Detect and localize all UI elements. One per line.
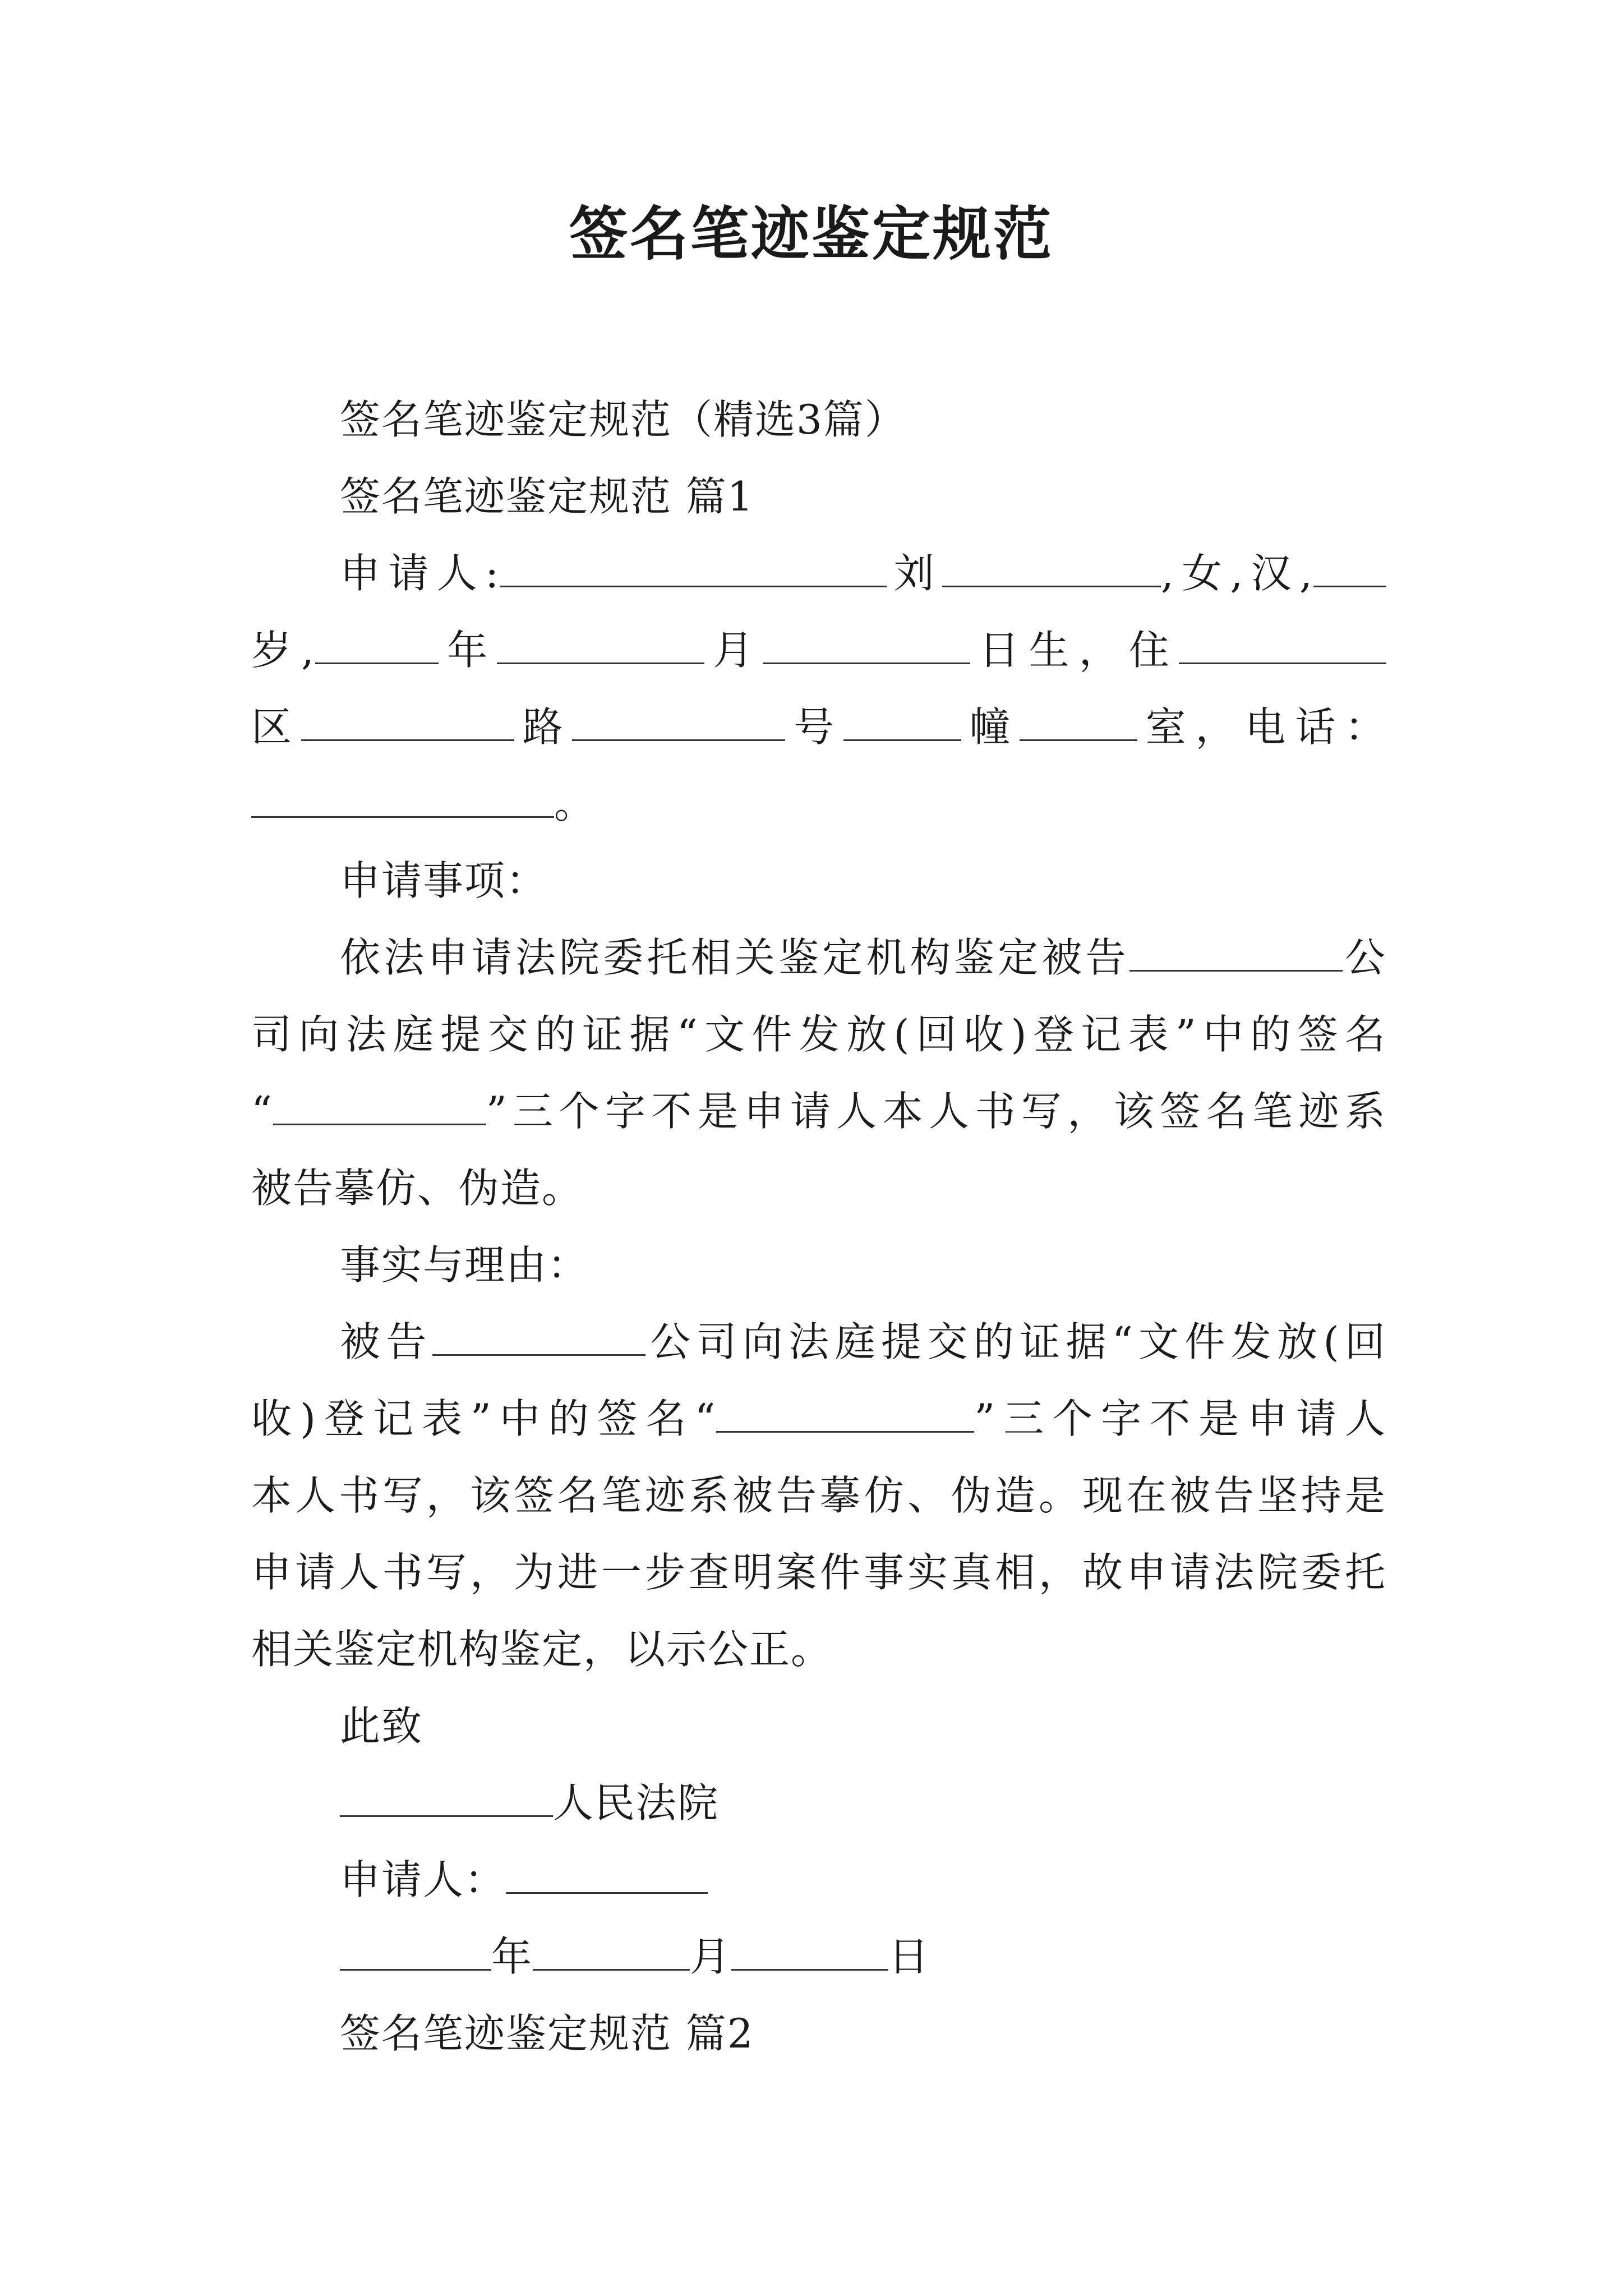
blank-field bbox=[497, 627, 704, 664]
district-text: 区 bbox=[251, 703, 301, 751]
blank-field bbox=[533, 1933, 690, 1971]
surname-text: 刘 bbox=[887, 550, 942, 597]
facts-line-4: 申请人书写，为进一步查明案件事实真相，故申请法院委托 bbox=[251, 1549, 1386, 1596]
blank-field bbox=[763, 627, 970, 664]
road-text: 路 bbox=[514, 703, 573, 751]
blank-field bbox=[942, 550, 1161, 587]
gender-ethnic-text: ,女,汉, bbox=[1160, 550, 1313, 597]
request-text: 公 bbox=[1342, 934, 1386, 981]
blank-field bbox=[301, 703, 514, 741]
month-text: 月 bbox=[690, 1933, 732, 1980]
facts-text: 公司向法庭提交的证据“文件发放(回 bbox=[645, 1318, 1386, 1365]
facts-text: ”三个字不是申请人 bbox=[974, 1395, 1386, 1442]
request-line-2: 司向法庭提交的证据“文件发放(回收)登记表”中的签名 bbox=[251, 1011, 1386, 1058]
blank-field bbox=[572, 703, 785, 741]
age-suffix: 岁, bbox=[251, 627, 315, 674]
blank-field bbox=[500, 550, 887, 587]
section-heading-2: 签名笔迹鉴定规范 篇2 bbox=[340, 2010, 754, 2057]
blank-field bbox=[340, 1933, 491, 1971]
year-text: 年 bbox=[439, 627, 497, 674]
court-text: 人民法院 bbox=[553, 1779, 720, 1826]
request-line-4: 被告摹仿、伪造。 bbox=[251, 1165, 584, 1212]
blank-field bbox=[843, 703, 961, 741]
applicant-line-1 bbox=[251, 535, 1386, 612]
blank-field bbox=[273, 1088, 486, 1125]
closing-salutation: 此致 bbox=[340, 1703, 423, 1750]
document-subtitle: 签名笔迹鉴定规范（精选3篇） bbox=[340, 396, 906, 443]
facts-line-5: 相关鉴定机构鉴定，以示公正。 bbox=[251, 1626, 833, 1673]
request-text: ”三个字不是申请人本人书写，该签名笔迹系 bbox=[486, 1088, 1386, 1135]
request-text: 依法申请法院委托相关鉴定机构鉴定被告 bbox=[340, 934, 1129, 981]
day-text: 日 bbox=[888, 1933, 930, 1980]
blank-field bbox=[1313, 550, 1386, 587]
applicant-label: 申请人： bbox=[340, 1856, 506, 1903]
blank-field bbox=[1020, 703, 1137, 741]
room-phone-text: 室，电话： bbox=[1137, 703, 1386, 751]
birth-live-text: 日生，住 bbox=[970, 627, 1179, 674]
request-text: “ bbox=[251, 1088, 273, 1135]
document-body bbox=[251, 381, 1386, 2072]
blank-field bbox=[251, 780, 554, 818]
facts-text: 被告 bbox=[340, 1318, 432, 1365]
facts-text: 收)登记表”中的签名“ bbox=[251, 1395, 717, 1442]
blank-field bbox=[731, 1933, 888, 1971]
blank-field bbox=[1129, 934, 1343, 972]
facts-heading: 事实与理由： bbox=[340, 1241, 589, 1289]
blank-field bbox=[432, 1318, 645, 1356]
section-heading-1: 签名笔迹鉴定规范 篇1 bbox=[340, 473, 754, 520]
request-line-1 bbox=[251, 919, 1386, 996]
period-text: 。 bbox=[554, 780, 596, 827]
document-title: 签名笔迹鉴定规范 bbox=[569, 199, 1054, 268]
year-text: 年 bbox=[491, 1933, 533, 1980]
blank-field bbox=[315, 627, 439, 664]
blank-field bbox=[716, 1395, 974, 1433]
blank-field bbox=[340, 1779, 553, 1817]
request-heading: 申请事项： bbox=[340, 857, 548, 904]
request-line-3 bbox=[251, 1073, 1386, 1150]
facts-line-2 bbox=[251, 1381, 1386, 1457]
blank-field bbox=[1179, 627, 1386, 664]
applicant-line-2 bbox=[251, 612, 1386, 689]
closing-date bbox=[251, 1918, 1386, 1995]
blank-field bbox=[506, 1856, 708, 1894]
number-text: 号 bbox=[785, 703, 844, 751]
applicant-label: 申请人: bbox=[340, 550, 500, 597]
month-text: 月 bbox=[704, 627, 763, 674]
facts-line-3: 本人书写，该签名笔迹系被告摹仿、伪造。现在被告坚持是 bbox=[251, 1472, 1386, 1519]
applicant-line-4 bbox=[251, 766, 1386, 843]
applicant-line-3 bbox=[251, 689, 1386, 766]
closing-applicant bbox=[251, 1842, 1386, 1918]
closing-court bbox=[251, 1765, 1386, 1842]
facts-line-1 bbox=[251, 1304, 1386, 1381]
building-text: 幢 bbox=[961, 703, 1020, 751]
